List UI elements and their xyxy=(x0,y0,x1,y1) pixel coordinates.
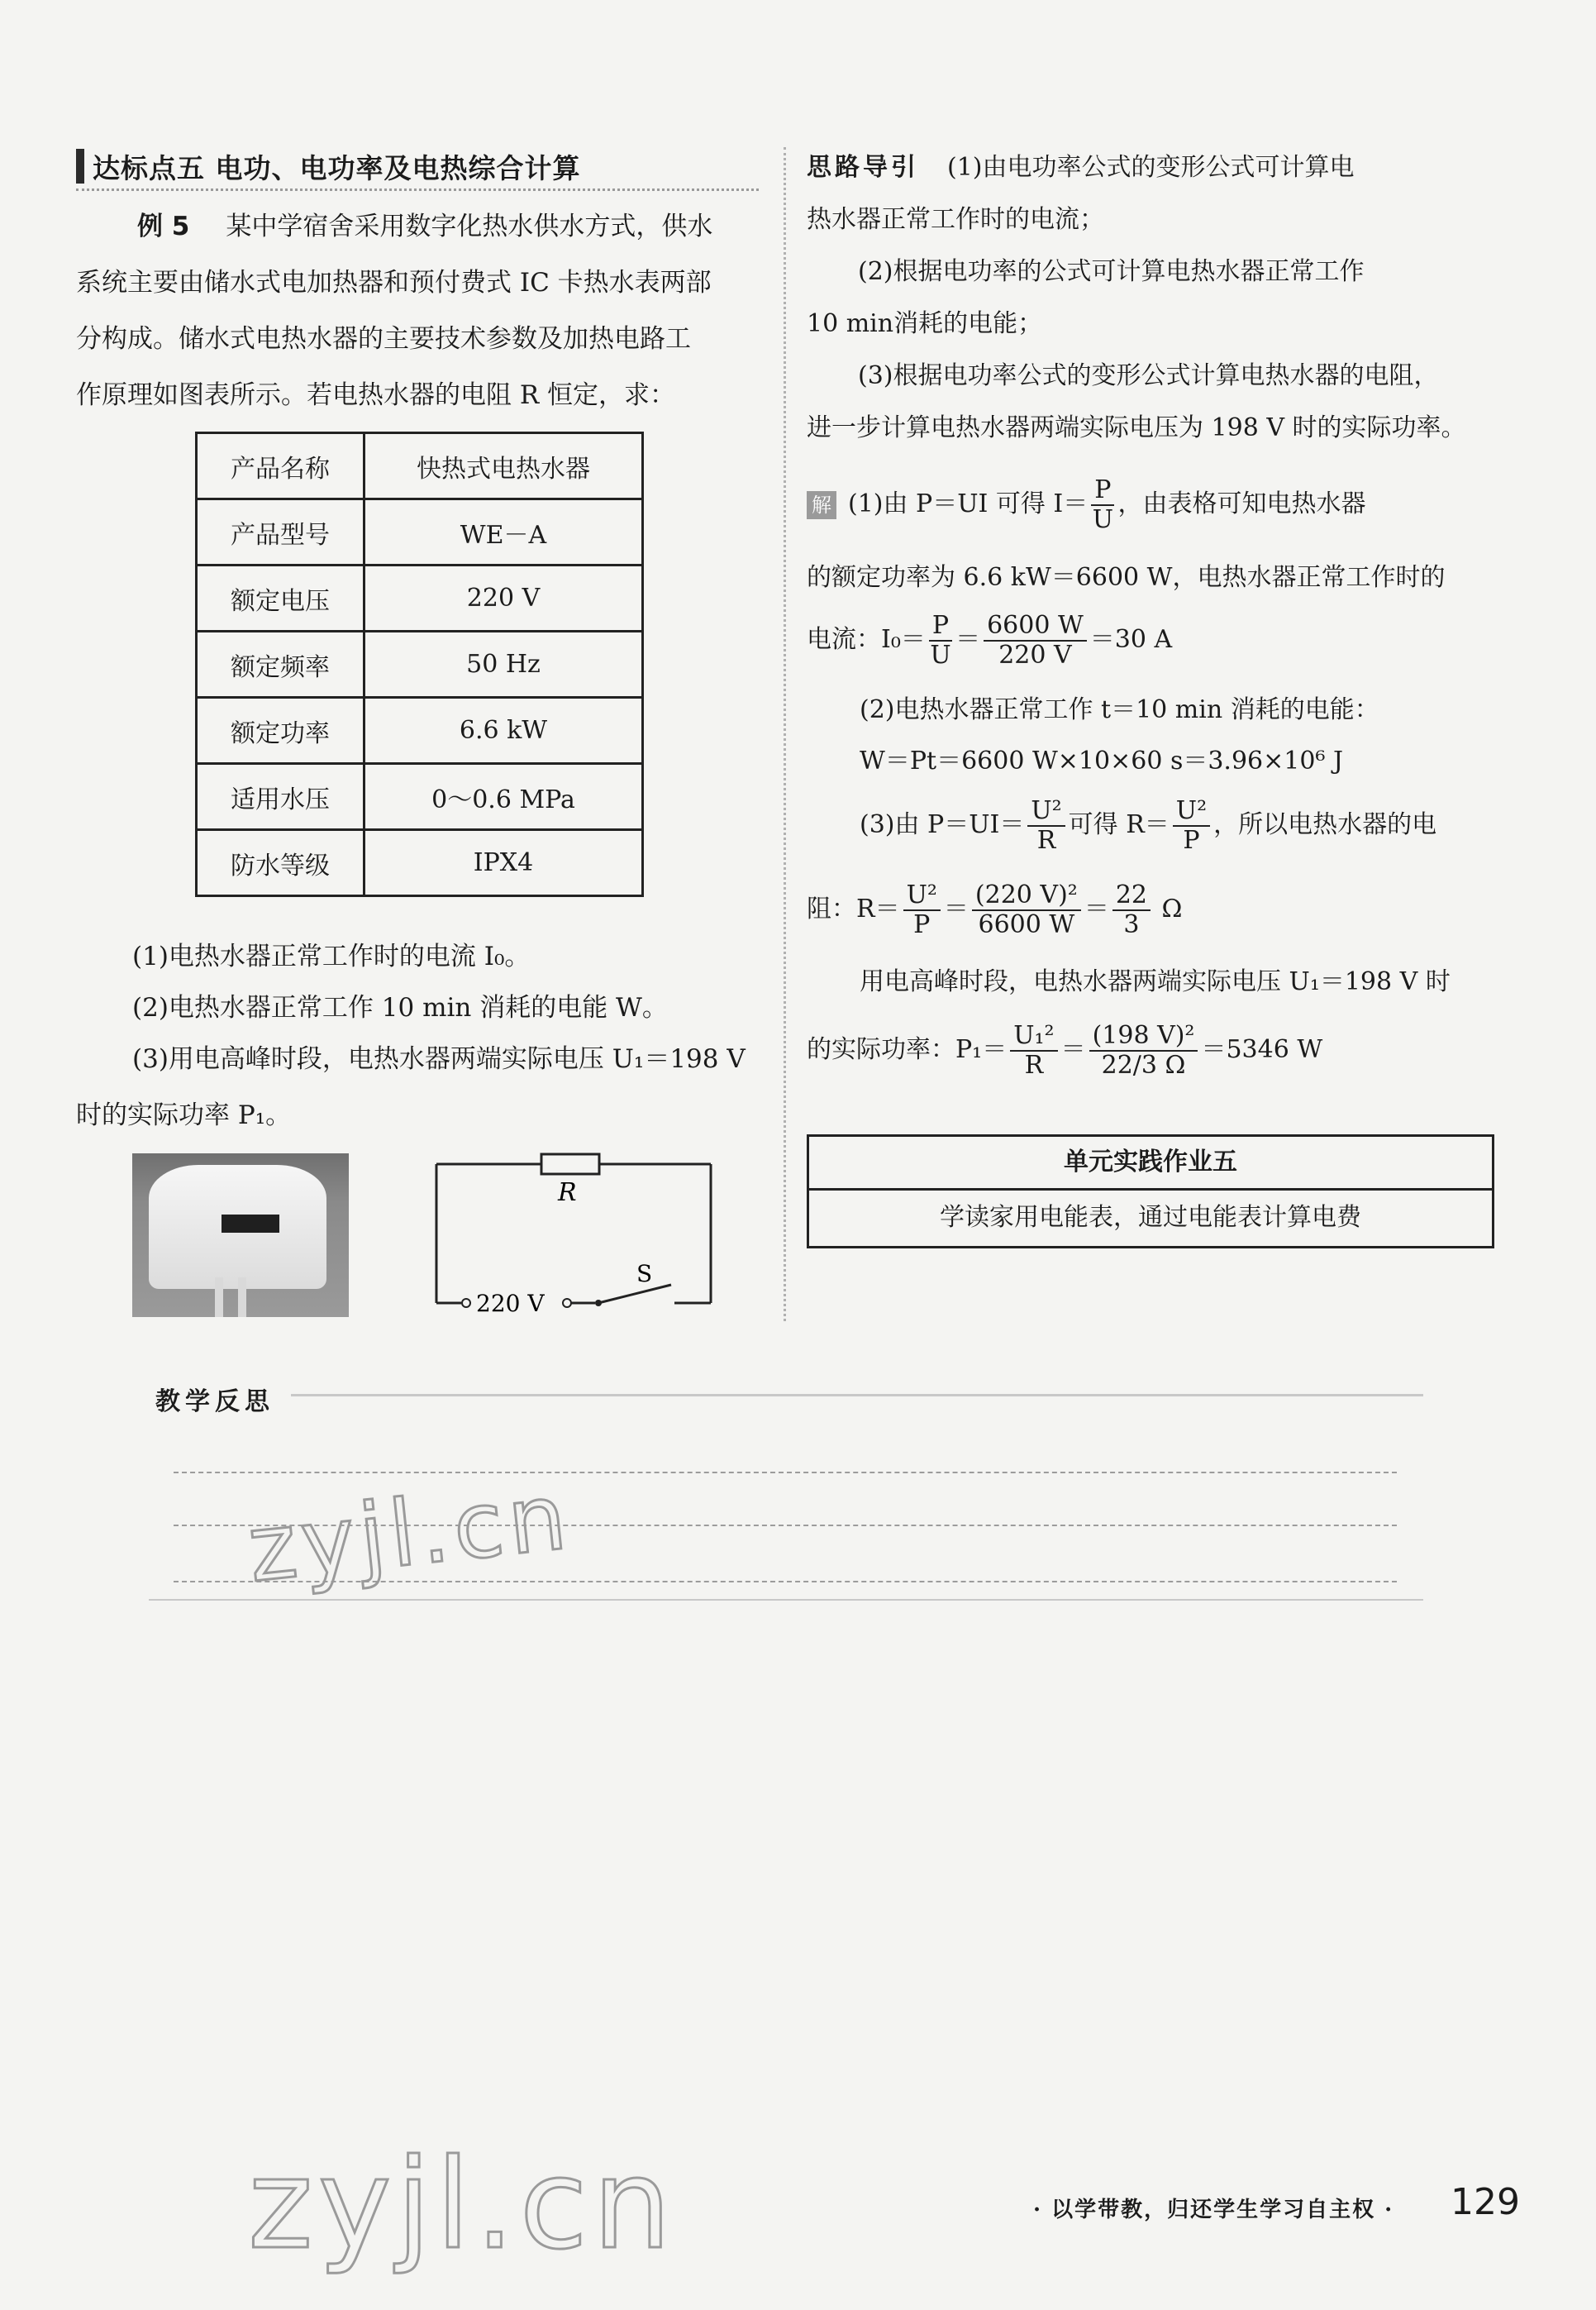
reflection-title: 教学反思 xyxy=(155,1387,274,1416)
watermark: zyjl.cn xyxy=(248,2133,677,2277)
question-2: (2)电热水器正常工作 10 min 消耗的电能 W。 xyxy=(132,993,668,1023)
solution-text: (3)由 P＝UI＝ xyxy=(860,810,1025,839)
fraction: $\frac{\text{(220 V)²}}{6600 W}$ xyxy=(972,881,1081,939)
solution-text: 电流：I₀＝ xyxy=(807,625,926,654)
table-row xyxy=(197,433,643,499)
table-row xyxy=(197,632,643,698)
spec-table xyxy=(195,432,644,897)
reflection-rule xyxy=(291,1394,1423,1396)
fraction: $\frac{\text{U₁²}}{R}$ xyxy=(1010,1022,1057,1080)
reflection-line xyxy=(174,1472,1397,1473)
guide-line: (1)由电功率公式的变形公式可计算电 xyxy=(947,153,1355,182)
water-heater-photo xyxy=(132,1153,349,1317)
heater-pipe xyxy=(238,1277,246,1317)
example-paragraph xyxy=(76,198,766,423)
column-divider xyxy=(784,147,786,1321)
solution-line-3: 电流：I₀＝ $\frac{P}{U}$ ＝ $\frac{6600 W}{220 V}$ ＝30 A xyxy=(807,611,1173,670)
source-label: 220 V xyxy=(476,1290,545,1317)
table-key: 额定电压 xyxy=(197,566,364,632)
solution-text: ＝5346 W xyxy=(1201,1035,1323,1064)
example-line: 某中学宿舍采用数字化热水供水方式，供水 xyxy=(226,212,713,241)
section-divider xyxy=(76,189,759,191)
question-1: (1)电热水器正常工作时的电流 I₀。 xyxy=(132,942,531,971)
guide-lead: 思路导引 xyxy=(807,153,919,182)
watermark: zyjl.cn xyxy=(243,1463,576,1603)
guide-line: 10 min消耗的电能； xyxy=(807,309,1043,338)
solution-line-7: 阻：R＝ $\frac{\text{U²}}{P}$ ＝ $\frac{\text{(220 V)²}}{6600 W}$ ＝ $\frac{22}{3}$ Ω xyxy=(807,881,1183,939)
solution-line-2: 的额定功率为 6.6 kW＝6600 W，电热水器正常工作时的 xyxy=(807,563,1446,592)
resistor-label: R xyxy=(558,1178,577,1207)
solution-line-1 xyxy=(807,476,1526,534)
guide-line: 进一步计算电热水器两端实际电压为 198 V 时的实际功率。 xyxy=(807,413,1466,442)
reflection-bottom-rule xyxy=(149,1599,1423,1601)
footer-slogan: · 以学带教，归还学生学习自主权 · xyxy=(1033,2198,1394,2222)
fraction: $\frac{\text{U²}}{P}$ xyxy=(1173,797,1210,855)
section-title: 达标点五 电功、电功率及电热综合计算 xyxy=(93,152,581,184)
solution-text: ，由表格可知电热水器 xyxy=(1117,489,1366,518)
question-3: (3)用电高峰时段，电热水器两端实际电压 U₁＝198 V xyxy=(132,1044,746,1074)
fraction: $\frac{P}{U}$ xyxy=(1092,475,1114,534)
solution-line-4: (2)电热水器正常工作 t＝10 min 消耗的电能： xyxy=(860,695,1379,724)
table-key: 产品名称 xyxy=(197,433,364,499)
guide-line: (2)根据电功率的公式可计算电热水器正常工作 xyxy=(858,257,1365,286)
solution-text: 阻：R＝ xyxy=(807,895,900,924)
fraction: $\frac{P}{U}$ xyxy=(930,611,951,670)
fraction: $\frac{22}{3}$ xyxy=(1112,881,1151,939)
table-key: 额定频率 xyxy=(197,632,364,698)
resistor-symbol xyxy=(541,1154,599,1174)
table-key: 防水等级 xyxy=(197,830,364,896)
table-value: 50 Hz xyxy=(364,632,643,698)
table-key: 产品型号 xyxy=(197,499,364,566)
heater-pipe xyxy=(215,1277,223,1317)
unit-practice-subtitle: 学读家用电能表，通过电能表计算电费 xyxy=(940,1203,1361,1232)
unit-practice-box xyxy=(807,1134,1494,1248)
fraction: $\frac{\text{U²}}{R}$ xyxy=(1027,797,1065,855)
solution-line-9: 的实际功率：P₁＝ $\frac{\text{U₁²}}{R}$ ＝ $\frac{\text{(198 V)²}}{22/3 \Omega}$ ＝5346 W xyxy=(807,1021,1323,1080)
solution-line-6 xyxy=(860,797,1579,855)
section-marker xyxy=(76,149,84,184)
table-row xyxy=(197,698,643,764)
table-row xyxy=(197,566,643,632)
switch-label: S xyxy=(636,1260,653,1287)
terminal-right xyxy=(563,1299,571,1307)
terminal-left xyxy=(462,1299,470,1307)
guide-block xyxy=(807,141,1526,453)
example-line: 分构成。储水式电热水器的主要技术参数及加热电路工 xyxy=(76,324,691,354)
solution-text: Ω xyxy=(1161,895,1183,924)
solution-text: 可得 R＝ xyxy=(1068,810,1170,839)
table-row xyxy=(197,499,643,566)
heater-body xyxy=(149,1165,326,1289)
solution-text: 的实际功率：P₁＝ xyxy=(807,1035,1008,1064)
solution-text: (1)由 P＝UI 可得 I＝ xyxy=(848,489,1089,518)
table-key: 额定功率 xyxy=(197,698,364,764)
switch-symbol xyxy=(598,1285,671,1303)
heater-display xyxy=(222,1215,279,1233)
fraction: $\frac{6600 W}{220 V}$ xyxy=(984,612,1087,670)
table-value: 0～0.6 MPa xyxy=(364,764,643,830)
solution-line-5: W＝Pt＝6600 W×10×60 s＝3.96×10⁶ J xyxy=(860,747,1344,776)
guide-line: 热水器正常工作时的电流； xyxy=(807,205,1104,234)
example-line: 系统主要由储水式电加热器和预付费式 IC 卡热水表两部 xyxy=(76,268,712,298)
circuit-diagram xyxy=(430,1149,719,1323)
table-value: 6.6 kW xyxy=(364,698,643,764)
solution-text: ，所以电热水器的电 xyxy=(1213,810,1437,839)
table-value: 220 V xyxy=(364,566,643,632)
fraction: $\frac{\text{U²}}{P}$ xyxy=(903,881,941,939)
question-3-cont: 时的实际功率 P₁。 xyxy=(76,1100,292,1130)
unit-practice-title: 单元实践作业五 xyxy=(809,1137,1492,1191)
page-number: 129 xyxy=(1451,2181,1520,2223)
table-row xyxy=(197,830,643,896)
example-label: 例 5 xyxy=(137,212,190,241)
solution-text: ＝30 A xyxy=(1089,625,1173,654)
table-value: WE－A xyxy=(364,499,643,566)
solution-icon: 解 xyxy=(807,491,836,519)
table-key: 适用水压 xyxy=(197,764,364,830)
table-value: 快热式电热水器 xyxy=(364,433,643,499)
example-line: 作原理如图表所示。若电热水器的电阻 R 恒定，求： xyxy=(76,380,676,410)
guide-line: (3)根据电功率公式的变形公式计算电热水器的电阻， xyxy=(858,361,1439,390)
table-row xyxy=(197,764,643,830)
solution-line-8: 用电高峰时段，电热水器两端实际电压 U₁＝198 V 时 xyxy=(860,967,1451,996)
fraction: $\frac{\text{(198 V)²}}{22/3 \Omega}$ xyxy=(1089,1022,1198,1080)
table-value: IPX4 xyxy=(364,830,643,896)
